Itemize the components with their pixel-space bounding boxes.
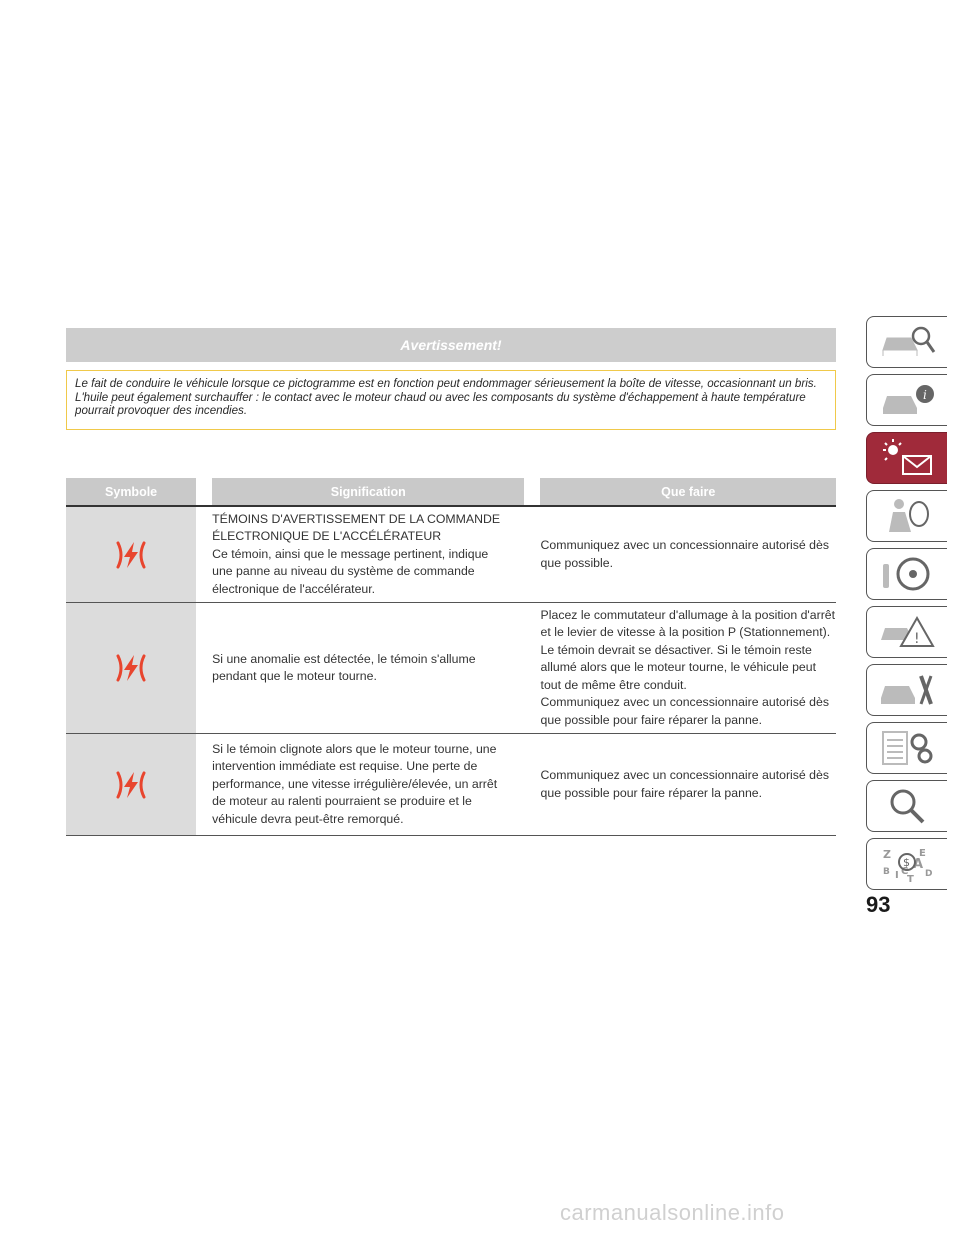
watermark: carmanualsonline.info <box>560 1200 785 1225</box>
seat-airbag-icon[interactable] <box>866 490 947 542</box>
svg-text:Z: Z <box>883 848 891 861</box>
specifications-icon[interactable] <box>866 722 947 774</box>
svg-text:I: I <box>895 870 899 881</box>
svg-text:E: E <box>919 848 926 859</box>
meaning-text: Si une anomalie est détectée, le témoin s'allume pendant que le moteur tourne. <box>212 651 476 683</box>
search-icon[interactable] <box>866 780 947 832</box>
table-row <box>66 603 836 734</box>
action-cell <box>525 507 836 602</box>
electronic-throttle-warning-icon <box>66 734 196 835</box>
svg-text:T: T <box>907 874 914 884</box>
index-icon[interactable] <box>866 838 947 890</box>
electronic-throttle-warning-icon <box>66 603 196 733</box>
car-hazard-icon[interactable] <box>866 606 947 658</box>
action-text: Communiquez avec un concessionnaire autorisé dès que possible pour faire réparer la panne. <box>540 768 830 800</box>
page-number: 93 <box>866 892 891 917</box>
meaning-cell <box>212 507 524 602</box>
action-text: Communiquez avec un concessionnaire autorisé dès que possible. <box>540 538 830 570</box>
action-text: Placez le commutateur d'allumage à la position d'arrêt et le levier de vitesse à la position P (Stationnement). Le témoin devrait se désactiver. Si le témoin reste allumé alors que le moteur tourne, le véhicule peut tout de même être conduit. Communiquez avec un concessionnaire autorisé dès que possible pour faire réparer la panne. <box>540 607 836 727</box>
header-action: Que faire <box>540 478 836 505</box>
table-row <box>66 734 836 836</box>
table-header <box>66 478 836 507</box>
meaning-text: Si le témoin clignote alors que le moteur tourne, une intervention immédiate est requise. Une perte de performance, une vitesse irrégulière/élevée, un arrêt de moteur au ralenti pourraient se produire et le véhicule devra peut-être remorqué. <box>212 741 498 826</box>
header-symbol: Symbole <box>66 478 196 505</box>
table-row <box>66 507 836 603</box>
meaning-text: TÉMOINS D'AVERTISSEMENT DE LA COMMANDE ÉLECTRONIQUE DE L'ACCÉLÉRATEUR Ce témoin, ainsi que le message pertinent, indique une panne au niveau du système de commande électronique de l'accélérateur. <box>212 511 501 596</box>
warning-lights-table <box>66 478 836 836</box>
warning-text: Le fait de conduire le véhicule lorsque ce pictogramme est en fonction peut endommager sérieusement la boîte de vitesse, occasionnant un bris. L'huile peut également surchauffer : le contact avec le moteur chaud ou avec les composants du système d'échappement à haute température pourrait provoquer des incendies. <box>66 370 836 430</box>
action-cell <box>525 734 836 835</box>
warning-title: Avertissement! <box>66 328 836 362</box>
meaning-cell <box>212 603 524 733</box>
header-meaning: Signification <box>212 478 524 505</box>
steering-wheel-icon[interactable] <box>866 548 947 600</box>
action-cell <box>525 603 836 733</box>
svg-text:D: D <box>925 869 933 879</box>
car-service-icon[interactable] <box>866 664 947 716</box>
svg-text:!: ! <box>914 631 920 647</box>
meaning-cell <box>212 734 524 835</box>
svg-text:C: C <box>901 866 909 877</box>
electronic-throttle-warning-icon <box>66 507 196 602</box>
car-search-icon[interactable] <box>866 316 947 368</box>
car-info-icon[interactable] <box>866 374 947 426</box>
svg-text:A: A <box>913 857 924 872</box>
svg-text:$: $ <box>903 856 910 869</box>
warning-lights-icon[interactable] <box>866 432 947 484</box>
svg-text:i: i <box>923 388 927 402</box>
svg-text:B: B <box>883 867 890 877</box>
